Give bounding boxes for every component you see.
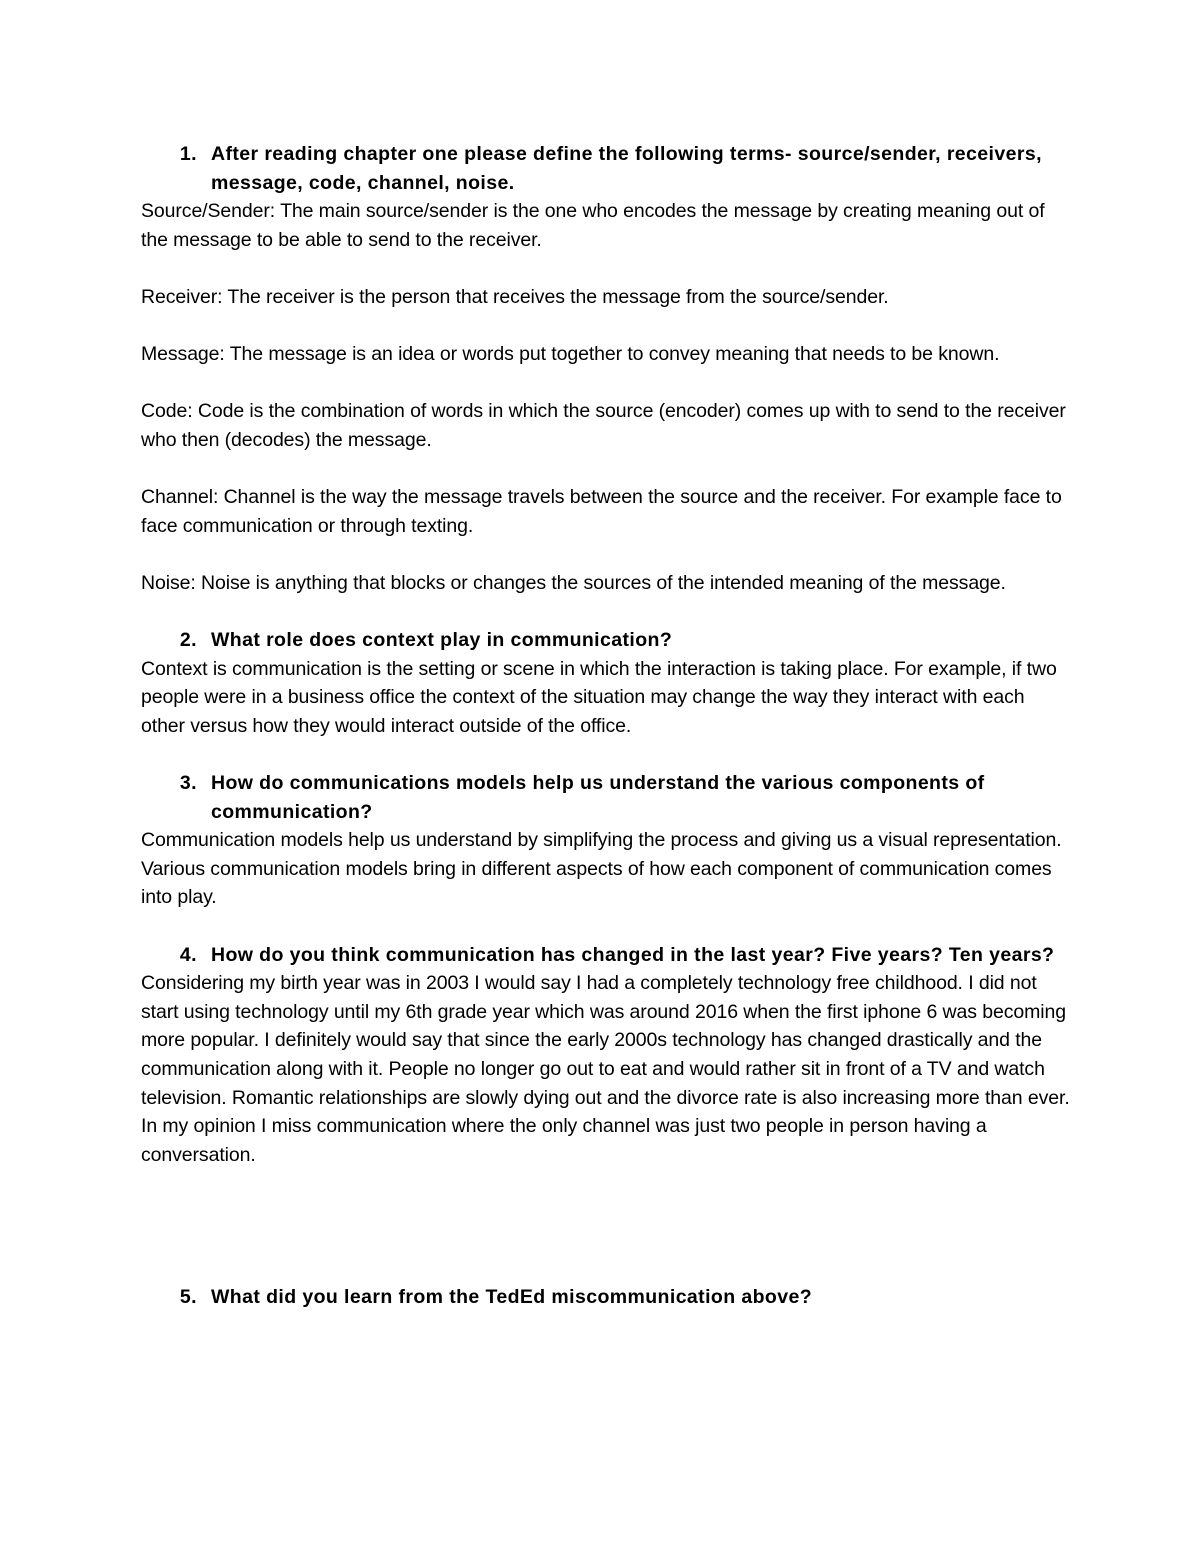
document-body <box>141 140 1071 1312</box>
answer-2: Context is communication is the setting or scene in which the interaction is taking place. For example, if two people were in a business office the context of the situation may change the way they interact with each other versus how they would interact outside of the office. <box>141 657 1057 737</box>
question-4-number: 4. <box>179 943 197 966</box>
question-3 <box>141 769 1071 826</box>
question-3-text: How do communications models help us understand the various components of communication? <box>211 772 985 823</box>
question-4 <box>141 941 1071 970</box>
question-1-number: 1. <box>179 143 197 165</box>
answer-noise: Noise: Noise is anything that blocks or changes the sources of the intended meaning of the message. <box>141 571 1006 594</box>
answer-message: Message: The message is an idea or words put together to convey meaning that needs to be known. <box>141 343 1000 366</box>
question-1 <box>141 140 1071 197</box>
question-5 <box>141 1283 1071 1312</box>
answer-4: Considering my birth year was in 2003 I would say I had a completely technology free childhood. I did not start using technology until my 6th grade year which was around 2016 when the first iphone 6 was becoming more popular. I definitely would say that since the early 2000s technology has changed drastically and the communication along with it. People no longer go out to eat and would rather sit in front of a TV and watch television. Romantic relationships are slowly dying out and the divorce rate is also increasing more than ever. In my opinion I miss communication where the only channel was just two people in person having a conversation. <box>141 972 1070 1166</box>
answer-receiver: Receiver: The receiver is the person that receives the message from the source/sender. <box>141 285 889 308</box>
question-5-number: 5. <box>179 1286 197 1309</box>
question-2-number: 2. <box>179 629 197 652</box>
answer-source-sender: Source/Sender: The main source/sender is the one who encodes the message by creating meaning out of the message to be able to send to the receiver. <box>141 200 1045 251</box>
question-2 <box>141 626 1071 655</box>
question-5-text: What did you learn from the TedEd miscommunication above? <box>211 1286 813 1309</box>
answer-3: Communication models help us understand by simplifying the process and giving us a visual representation. Various communication models bring in different aspects of how each component of communication comes into play. <box>141 829 1062 909</box>
question-2-text: What role does context play in communication? <box>211 629 673 652</box>
answer-code: Code: Code is the combination of words in which the source (encoder) comes up with to send to the receiver who then (decodes) the message. <box>141 400 1066 451</box>
answer-channel: Channel: Channel is the way the message travels between the source and the receiver. For example face to face communication or through texting. <box>141 486 1062 537</box>
question-4-text: How do you think communication has changed in the last year? Five years? Ten years? <box>211 943 1055 966</box>
question-1-text: After reading chapter one please define the following terms- source/sender, receivers, message, code, channel, noise. <box>211 143 1042 194</box>
question-3-number: 3. <box>179 772 197 795</box>
